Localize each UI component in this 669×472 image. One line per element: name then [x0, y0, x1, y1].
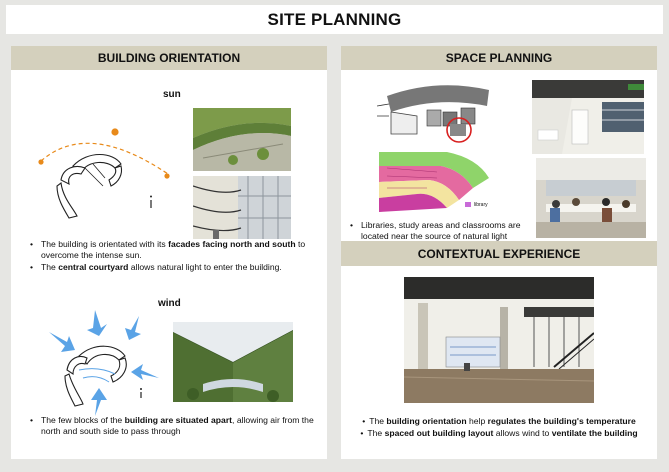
atrium-interior-photo: [404, 277, 594, 403]
study-area-photo: [536, 158, 646, 238]
floor-plan-diagram: [377, 76, 495, 146]
space-planning-header: SPACE PLANNING: [341, 46, 657, 70]
wind-bullet-list: [27, 415, 319, 438]
building-orientation-header: BUILDING ORIENTATION: [11, 46, 327, 70]
context-bullet-list: [347, 416, 651, 440]
context-bullet-1: • The building orientation help regulates the building's temperature: [347, 416, 651, 427]
space-bullet-list: [347, 220, 537, 243]
building-blocks-photo: [173, 322, 293, 402]
green-roof-photo: [193, 108, 291, 171]
page-title: SITE PLANNING: [267, 9, 402, 29]
space-planning-panel: [341, 46, 657, 241]
library-interior-photo: [532, 80, 644, 154]
sun-bullet-list: [27, 239, 319, 274]
space-bullet-1: • Libraries, study areas and classrooms are located near the source of natural light: [347, 220, 537, 242]
wind-flow-diagram: [39, 308, 169, 418]
wind-bullet-1: • The few blocks of the building are situated apart, allowing air from the north and south side to pass through: [27, 415, 319, 437]
legend-library-label: library: [474, 202, 488, 208]
wind-label: wind: [158, 298, 181, 309]
building-orientation-panel: [11, 46, 327, 459]
title-bar: [6, 5, 663, 34]
contextual-experience-header: CONTEXTUAL EXPERIENCE: [341, 241, 657, 266]
contextual-experience-panel: [341, 241, 657, 459]
courtyard-interior-photo: [193, 176, 291, 239]
sun-path-diagram: [33, 128, 183, 223]
sun-bullet-2: • The central courtyard allows natural light to enter the building.: [27, 262, 319, 273]
sun-label: sun: [163, 89, 181, 100]
sun-bullet-1: • The building is orientated with its facades facing north and south to overcome the intense sun.: [27, 239, 319, 261]
context-bullet-2: • The spaced out building layout allows wind to ventilate the building: [347, 428, 651, 439]
